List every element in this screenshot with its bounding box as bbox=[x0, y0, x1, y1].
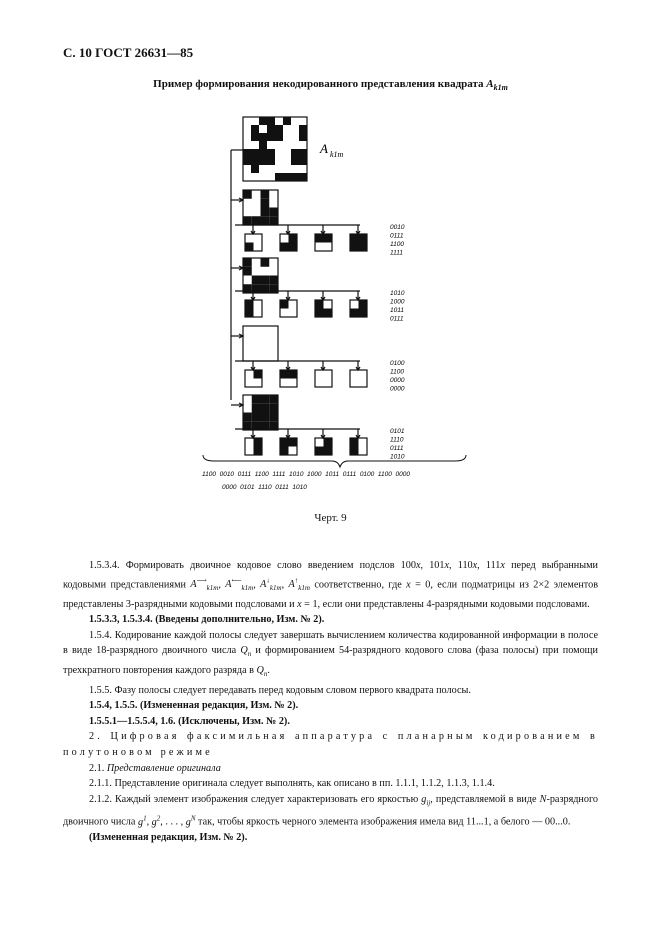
main-square-cell bbox=[259, 157, 267, 165]
quadrant-4-cell bbox=[269, 395, 278, 404]
code-value: 1010 bbox=[390, 290, 405, 297]
page-header: С. 10 ГОСТ 26631—85 bbox=[63, 45, 194, 60]
quadrant-1-cell bbox=[252, 216, 261, 225]
code-value: 1011 bbox=[390, 307, 404, 314]
main-square-cell bbox=[251, 149, 259, 157]
para-2-1: 2.1. Представление оригинала bbox=[89, 762, 221, 774]
square-label: A bbox=[320, 141, 328, 156]
para-amendment-2: 1.5.4, 1.5.5. (Измененная редакция, Изм. № 2). bbox=[89, 700, 299, 712]
body-text bbox=[63, 558, 598, 846]
sub-block-4-3-cell bbox=[324, 447, 333, 456]
quadrant-4-cell bbox=[261, 404, 270, 413]
section-2-heading: 2. Цифровая факсимильная аппаратура с планарным кодированием в полутоновом режиме bbox=[63, 731, 598, 759]
main-square-cell bbox=[259, 149, 267, 157]
code-columns bbox=[390, 224, 405, 461]
code-value: 0111 bbox=[390, 445, 404, 452]
figure-boxes bbox=[243, 117, 367, 455]
quadrant-2 bbox=[243, 258, 278, 293]
quadrant-1-cell bbox=[261, 208, 270, 217]
figure-caption: Черт. 9 bbox=[314, 512, 347, 524]
main-square-cell bbox=[299, 133, 307, 141]
main-square-cell bbox=[291, 157, 299, 165]
sub-block-4-1 bbox=[245, 438, 262, 455]
code-value: 0000 bbox=[390, 377, 405, 384]
sub-block-4-1-cell bbox=[254, 447, 263, 456]
bottom-brace bbox=[203, 455, 466, 467]
sub-block-4-3-cell bbox=[324, 438, 333, 447]
para-1-5-3-4: 1.5.3.4. Формировать двоичное кодовое слово введением подслов 100x, 101x, 110x, 111x перед выбранными кодовыми представлениями $A^⟶_{k1m}$, $A^⟵_{k1m}$, $A^↓_{k1m}$, $A^↑_{k1m}$ соответственно, где x = 0, если подматрицы из 2×2 элементов представлены 3-разрядными кодовыми подсловами и x = 1, если они представлены 4-разрядными кодовыми подсловами. bbox=[63, 560, 599, 610]
figure-title-text: Пример формирования некодированного представления квадрата bbox=[153, 78, 487, 90]
sub-block-1-2-cell bbox=[289, 243, 298, 252]
main-square-cell bbox=[283, 173, 291, 181]
quadrant-4-cell bbox=[243, 413, 252, 422]
sub-block-1-1-cell bbox=[245, 243, 254, 252]
sub-block-2-1-cell bbox=[245, 300, 254, 309]
main-square-cell bbox=[267, 149, 275, 157]
sub-block-4-2-cell bbox=[289, 438, 298, 447]
para-2-1-2: 2.1.2. Каждый элемент изображения следует характеризовать его яркостью $g_{ij}$, представляемой в виде N-разрядного двоичного числа $g^1$, $g^2$, . . . , $g^N$ так, чтобы яркость черного элемента изображения имела вид 11...1, а белого — 00...0. bbox=[63, 793, 598, 828]
sub-block-4-3 bbox=[315, 438, 332, 455]
main-square-cell bbox=[259, 141, 267, 149]
quadrant-1-cell bbox=[243, 190, 252, 199]
main-square-cell bbox=[251, 157, 259, 165]
figure-title-symbol: $A_{k1m}$ bbox=[486, 78, 508, 93]
main-square-cell bbox=[251, 165, 259, 173]
quadrant-4-cell bbox=[252, 413, 261, 422]
quadrant-1-cell bbox=[261, 190, 270, 199]
main-square-cell bbox=[299, 125, 307, 133]
code-value: 0100 bbox=[390, 360, 405, 367]
symbol-a-right: $A^⟶_{k1m}$ bbox=[190, 576, 219, 593]
sub-block-4-4-cell bbox=[350, 438, 359, 447]
quadrant-3 bbox=[243, 326, 278, 361]
sub-block-3-3 bbox=[315, 370, 332, 387]
main-square-cell bbox=[243, 157, 251, 165]
quadrant-3-frame bbox=[243, 326, 278, 361]
sub-block-3-3-frame bbox=[315, 370, 332, 387]
quadrant-1-cell bbox=[243, 216, 252, 225]
sub-block-4-1-cell bbox=[254, 438, 263, 447]
code-value: 1111 bbox=[390, 249, 404, 257]
para-amendment-3: (Измененная редакция, Изм. № 2). bbox=[89, 832, 248, 844]
main-square-cell bbox=[251, 133, 259, 141]
sub-block-4-2-cell bbox=[280, 447, 289, 456]
quadrant-2-cell bbox=[261, 284, 270, 293]
sub-block-3-4 bbox=[350, 370, 367, 387]
sub-block-2-4-cell bbox=[359, 309, 368, 318]
sub-block-1-3 bbox=[315, 234, 332, 251]
para-2-1-1: 2.1.1. Представление оригинала следует выполнять, как описано в пп. 1.1.1, 1.1.2, 1.1.3, 1.1.4. bbox=[89, 778, 495, 790]
main-square-cell bbox=[291, 149, 299, 157]
quadrant-2-cell bbox=[243, 267, 252, 276]
sub-block-2-3-cell bbox=[315, 300, 324, 309]
sub-block-1-2 bbox=[280, 234, 297, 251]
quadrant-1-cell bbox=[261, 216, 270, 225]
sub-block-2-4 bbox=[350, 300, 367, 317]
quadrant-2-cell bbox=[252, 276, 261, 285]
main-square-cell bbox=[243, 149, 251, 157]
main-square-cell bbox=[267, 117, 275, 125]
sub-block-2-4-cell bbox=[350, 309, 359, 318]
sub-block-3-4-frame bbox=[350, 370, 367, 387]
code-value: 1110 bbox=[390, 436, 404, 444]
main-square-cell bbox=[299, 157, 307, 165]
sub-block-3-1-cell bbox=[254, 370, 263, 379]
quadrant-4 bbox=[243, 395, 278, 430]
sub-block-2-2 bbox=[280, 300, 297, 317]
quadrant-1-cell bbox=[269, 216, 278, 225]
main-square-cell bbox=[275, 133, 283, 141]
sub-block-1-4-cell bbox=[350, 234, 359, 243]
main-square-cell bbox=[299, 173, 307, 181]
quadrant-1 bbox=[243, 190, 278, 225]
sub-block-1-4-cell bbox=[350, 243, 359, 252]
bottom-code-row-2: 0000 0101 1110 0111 1010 bbox=[222, 484, 307, 491]
sub-block-2-1 bbox=[245, 300, 262, 317]
code-value: 0111 bbox=[390, 315, 404, 323]
quadrant-2-cell bbox=[269, 284, 278, 293]
code-value: 0010 bbox=[390, 224, 405, 231]
code-value: 1000 bbox=[390, 298, 405, 306]
code-value: 1100 bbox=[390, 368, 404, 376]
quadrant-4-cell bbox=[269, 404, 278, 413]
quadrant-4-cell bbox=[261, 413, 270, 422]
sub-block-2-1-cell bbox=[245, 309, 254, 318]
quadrant-2-cell bbox=[261, 276, 270, 285]
quadrant-4-cell bbox=[252, 395, 261, 404]
main-square-cell bbox=[275, 125, 283, 133]
para-amendment-1: 1.5.3.3, 1.5.3.4. (Введены дополнительно, Изм. № 2). bbox=[89, 614, 325, 626]
sub-block-1-2-cell bbox=[280, 243, 289, 252]
sub-block-2-2-cell bbox=[280, 300, 289, 309]
symbol-a-up: $A^↑_{k1m}$ bbox=[288, 576, 310, 593]
sub-block-1-4-cell bbox=[359, 234, 368, 243]
square-label-subscript: k1m bbox=[330, 150, 344, 159]
quadrant-2-cell bbox=[261, 258, 270, 267]
code-value: 0000 bbox=[390, 385, 405, 393]
sub-block-3-1 bbox=[245, 370, 262, 387]
quadrant-2-cell bbox=[243, 284, 252, 293]
quadrant-1-cell bbox=[261, 199, 270, 208]
code-value: 0101 bbox=[390, 428, 405, 435]
sub-block-1-1 bbox=[245, 234, 262, 251]
sub-block-3-2-cell bbox=[280, 370, 289, 379]
sub-block-4-3-cell bbox=[315, 447, 324, 456]
quadrant-4-cell bbox=[261, 395, 270, 404]
main-square-cell bbox=[251, 125, 259, 133]
sub-block-1-4-cell bbox=[359, 243, 368, 252]
main-square-cell bbox=[275, 173, 283, 181]
main-square-cell bbox=[267, 125, 275, 133]
sub-block-1-3-cell bbox=[324, 234, 333, 243]
quadrant-1-cell bbox=[269, 208, 278, 217]
sub-block-3-2-cell bbox=[289, 370, 298, 379]
quadrant-4-cell bbox=[252, 404, 261, 413]
sub-block-2-4-cell bbox=[359, 300, 368, 309]
code-value: 1010 bbox=[390, 453, 405, 461]
main-square bbox=[243, 117, 307, 181]
sub-block-1-2-cell bbox=[289, 234, 298, 243]
code-value: 1100 bbox=[390, 241, 404, 248]
code-value: 0111 bbox=[390, 232, 404, 240]
symbol-a-left: $A^⟵_{k1m}$ bbox=[225, 576, 254, 593]
main-square-cell bbox=[267, 157, 275, 165]
main-square-cell bbox=[259, 133, 267, 141]
sub-block-2-3 bbox=[315, 300, 332, 317]
para-1-5-5: 1.5.5. Фазу полосы следует передавать перед кодовым словом первого квадрата полосы. bbox=[89, 684, 471, 696]
main-square-cell bbox=[259, 117, 267, 125]
main-square-cell bbox=[283, 117, 291, 125]
quadrant-2-cell bbox=[269, 276, 278, 285]
sub-block-4-2 bbox=[280, 438, 297, 455]
main-square-cell bbox=[299, 149, 307, 157]
quadrant-4-cell bbox=[269, 413, 278, 422]
para-excluded: 1.5.5.1—1.5.5.4, 1.6. (Исключены, Изм. № 2). bbox=[89, 715, 290, 727]
main-square-cell bbox=[267, 133, 275, 141]
sub-block-4-4-cell bbox=[350, 447, 359, 456]
sub-block-2-3-cell bbox=[315, 309, 324, 318]
main-square-cell bbox=[291, 173, 299, 181]
sub-block-4-4 bbox=[350, 438, 367, 455]
sub-block-1-3-cell bbox=[315, 234, 324, 243]
sub-block-2-3-cell bbox=[324, 309, 333, 318]
symbol-a-down: $A^↓_{k1m}$ bbox=[260, 576, 282, 593]
sub-block-3-2 bbox=[280, 370, 297, 387]
sub-block-1-4 bbox=[350, 234, 367, 251]
quadrant-2-cell bbox=[243, 258, 252, 267]
bottom-code-row-1: 1100 0010 0111 1100 1111 1010 1000 1011 0111 0100 1100 0000 bbox=[202, 471, 410, 478]
sub-block-4-2-cell bbox=[280, 438, 289, 447]
para-1-5-4: 1.5.4. Кодирование каждой полосы следует завершать вычислением количества кодированной информации в полосе в виде 18-разрядного двоичного числа $Q_n$ и формированием 54-разрядного кодового слова (фаза полосы) при помощи трехкратного повторения каждого разряда в $Q_n$. bbox=[63, 629, 598, 679]
